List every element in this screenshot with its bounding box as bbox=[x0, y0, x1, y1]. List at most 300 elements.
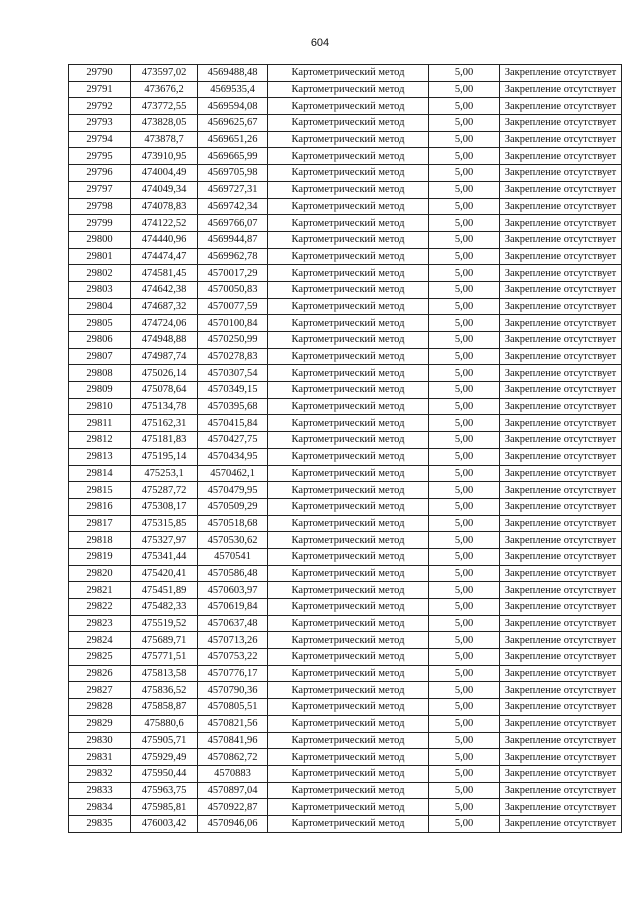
fixing-description-cell: Закрепление отсутствует bbox=[500, 215, 622, 232]
point-number-cell: 29811 bbox=[69, 415, 131, 432]
x-coordinate-cell: 475963,75 bbox=[131, 782, 198, 799]
x-coordinate-cell: 475950,44 bbox=[131, 765, 198, 782]
table-row bbox=[69, 365, 622, 382]
table-row bbox=[69, 649, 622, 666]
x-coordinate-cell: 474474,47 bbox=[131, 248, 198, 265]
y-coordinate-cell: 4569962,78 bbox=[198, 248, 268, 265]
x-coordinate-cell: 473878,7 bbox=[131, 131, 198, 148]
coordinates-table bbox=[68, 64, 622, 833]
point-number-cell: 29826 bbox=[69, 665, 131, 682]
fixing-description-cell: Закрепление отсутствует bbox=[500, 398, 622, 415]
y-coordinate-cell: 4570637,48 bbox=[198, 615, 268, 632]
point-number-cell: 29815 bbox=[69, 482, 131, 499]
fixing-description-cell: Закрепление отсутствует bbox=[500, 715, 622, 732]
x-coordinate-cell: 474078,83 bbox=[131, 198, 198, 215]
point-number-cell: 29801 bbox=[69, 248, 131, 265]
point-number-cell: 29835 bbox=[69, 815, 131, 832]
y-coordinate-cell: 4570862,72 bbox=[198, 749, 268, 766]
point-number-cell: 29825 bbox=[69, 649, 131, 666]
table-row bbox=[69, 599, 622, 616]
fixing-description-cell: Закрепление отсутствует bbox=[500, 482, 622, 499]
fixing-description-cell: Закрепление отсутствует bbox=[500, 632, 622, 649]
point-number-cell: 29797 bbox=[69, 181, 131, 198]
table-row bbox=[69, 65, 622, 82]
fixing-description-cell: Закрепление отсутствует bbox=[500, 415, 622, 432]
y-coordinate-cell: 4570077,59 bbox=[198, 298, 268, 315]
table-row bbox=[69, 632, 622, 649]
point-number-cell: 29824 bbox=[69, 632, 131, 649]
x-coordinate-cell: 475420,41 bbox=[131, 565, 198, 582]
method-cell: Картометрический метод bbox=[268, 265, 429, 282]
x-coordinate-cell: 475858,87 bbox=[131, 699, 198, 716]
x-coordinate-cell: 474049,34 bbox=[131, 181, 198, 198]
precision-cell: 5,00 bbox=[429, 148, 500, 165]
fixing-description-cell: Закрепление отсутствует bbox=[500, 699, 622, 716]
table-row bbox=[69, 815, 622, 832]
method-cell: Картометрический метод bbox=[268, 532, 429, 549]
point-number-cell: 29828 bbox=[69, 699, 131, 716]
point-number-cell: 29827 bbox=[69, 682, 131, 699]
precision-cell: 5,00 bbox=[429, 332, 500, 349]
method-cell: Картометрический метод bbox=[268, 632, 429, 649]
y-coordinate-cell: 4570050,83 bbox=[198, 281, 268, 298]
fixing-description-cell: Закрепление отсутствует bbox=[500, 565, 622, 582]
fixing-description-cell: Закрепление отсутствует bbox=[500, 265, 622, 282]
x-coordinate-cell: 474987,74 bbox=[131, 348, 198, 365]
x-coordinate-cell: 473828,05 bbox=[131, 115, 198, 132]
point-number-cell: 29817 bbox=[69, 515, 131, 532]
y-coordinate-cell: 4569727,31 bbox=[198, 181, 268, 198]
table-row bbox=[69, 248, 622, 265]
x-coordinate-cell: 475905,71 bbox=[131, 732, 198, 749]
precision-cell: 5,00 bbox=[429, 765, 500, 782]
precision-cell: 5,00 bbox=[429, 699, 500, 716]
precision-cell: 5,00 bbox=[429, 165, 500, 182]
point-number-cell: 29830 bbox=[69, 732, 131, 749]
method-cell: Картометрический метод bbox=[268, 515, 429, 532]
method-cell: Картометрический метод bbox=[268, 332, 429, 349]
precision-cell: 5,00 bbox=[429, 732, 500, 749]
precision-cell: 5,00 bbox=[429, 515, 500, 532]
method-cell: Картометрический метод bbox=[268, 432, 429, 449]
fixing-description-cell: Закрепление отсутствует bbox=[500, 281, 622, 298]
x-coordinate-cell: 475341,44 bbox=[131, 548, 198, 565]
precision-cell: 5,00 bbox=[429, 231, 500, 248]
point-number-cell: 29823 bbox=[69, 615, 131, 632]
fixing-description-cell: Закрепление отсутствует bbox=[500, 98, 622, 115]
y-coordinate-cell: 4569651,26 bbox=[198, 131, 268, 148]
method-cell: Картометрический метод bbox=[268, 715, 429, 732]
fixing-description-cell: Закрепление отсутствует bbox=[500, 131, 622, 148]
method-cell: Картометрический метод bbox=[268, 615, 429, 632]
y-coordinate-cell: 4570603,97 bbox=[198, 582, 268, 599]
precision-cell: 5,00 bbox=[429, 548, 500, 565]
x-coordinate-cell: 475771,51 bbox=[131, 649, 198, 666]
table-row bbox=[69, 198, 622, 215]
table-row bbox=[69, 582, 622, 599]
method-cell: Картометрический метод bbox=[268, 65, 429, 82]
table-row bbox=[69, 81, 622, 98]
method-cell: Картометрический метод bbox=[268, 682, 429, 699]
table-row bbox=[69, 115, 622, 132]
precision-cell: 5,00 bbox=[429, 682, 500, 699]
fixing-description-cell: Закрепление отсутствует bbox=[500, 665, 622, 682]
table-row bbox=[69, 532, 622, 549]
table-body bbox=[69, 65, 622, 833]
method-cell: Картометрический метод bbox=[268, 482, 429, 499]
table-row bbox=[69, 165, 622, 182]
x-coordinate-cell: 475134,78 bbox=[131, 398, 198, 415]
y-coordinate-cell: 4570946,06 bbox=[198, 815, 268, 832]
table-row bbox=[69, 215, 622, 232]
method-cell: Картометрический метод bbox=[268, 649, 429, 666]
point-number-cell: 29821 bbox=[69, 582, 131, 599]
table-row bbox=[69, 465, 622, 482]
method-cell: Картометрический метод bbox=[268, 448, 429, 465]
table-row bbox=[69, 265, 622, 282]
y-coordinate-cell: 4570541 bbox=[198, 548, 268, 565]
precision-cell: 5,00 bbox=[429, 115, 500, 132]
table-row bbox=[69, 131, 622, 148]
table-row bbox=[69, 298, 622, 315]
point-number-cell: 29808 bbox=[69, 365, 131, 382]
table-row bbox=[69, 482, 622, 499]
fixing-description-cell: Закрепление отсутствует bbox=[500, 815, 622, 832]
point-number-cell: 29806 bbox=[69, 332, 131, 349]
method-cell: Картометрический метод bbox=[268, 298, 429, 315]
fixing-description-cell: Закрепление отсутствует bbox=[500, 181, 622, 198]
point-number-cell: 29807 bbox=[69, 348, 131, 365]
y-coordinate-cell: 4569665,99 bbox=[198, 148, 268, 165]
method-cell: Картометрический метод bbox=[268, 815, 429, 832]
fixing-description-cell: Закрепление отсутствует bbox=[500, 231, 622, 248]
precision-cell: 5,00 bbox=[429, 265, 500, 282]
y-coordinate-cell: 4570883 bbox=[198, 765, 268, 782]
x-coordinate-cell: 473772,55 bbox=[131, 98, 198, 115]
y-coordinate-cell: 4570841,96 bbox=[198, 732, 268, 749]
y-coordinate-cell: 4570278,83 bbox=[198, 348, 268, 365]
y-coordinate-cell: 4570805,51 bbox=[198, 699, 268, 716]
method-cell: Картометрический метод bbox=[268, 115, 429, 132]
method-cell: Картометрический метод bbox=[268, 799, 429, 816]
fixing-description-cell: Закрепление отсутствует bbox=[500, 782, 622, 799]
point-number-cell: 29802 bbox=[69, 265, 131, 282]
table-row bbox=[69, 382, 622, 399]
y-coordinate-cell: 4569766,07 bbox=[198, 215, 268, 232]
y-coordinate-cell: 4570530,62 bbox=[198, 532, 268, 549]
point-number-cell: 29834 bbox=[69, 799, 131, 816]
precision-cell: 5,00 bbox=[429, 315, 500, 332]
x-coordinate-cell: 475482,33 bbox=[131, 599, 198, 616]
fixing-description-cell: Закрепление отсутствует bbox=[500, 115, 622, 132]
method-cell: Картометрический метод bbox=[268, 148, 429, 165]
point-number-cell: 29810 bbox=[69, 398, 131, 415]
x-coordinate-cell: 475929,49 bbox=[131, 749, 198, 766]
table-row bbox=[69, 348, 622, 365]
point-number-cell: 29822 bbox=[69, 599, 131, 616]
point-number-cell: 29831 bbox=[69, 749, 131, 766]
method-cell: Картометрический метод bbox=[268, 699, 429, 716]
point-number-cell: 29832 bbox=[69, 765, 131, 782]
x-coordinate-cell: 475836,52 bbox=[131, 682, 198, 699]
fixing-description-cell: Закрепление отсутствует bbox=[500, 532, 622, 549]
fixing-description-cell: Закрепление отсутствует bbox=[500, 298, 622, 315]
method-cell: Картометрический метод bbox=[268, 215, 429, 232]
y-coordinate-cell: 4570349,15 bbox=[198, 382, 268, 399]
point-number-cell: 29833 bbox=[69, 782, 131, 799]
point-number-cell: 29813 bbox=[69, 448, 131, 465]
point-number-cell: 29791 bbox=[69, 81, 131, 98]
fixing-description-cell: Закрепление отсутствует bbox=[500, 649, 622, 666]
table-row bbox=[69, 615, 622, 632]
method-cell: Картометрический метод bbox=[268, 582, 429, 599]
table-row bbox=[69, 398, 622, 415]
precision-cell: 5,00 bbox=[429, 649, 500, 666]
x-coordinate-cell: 474642,38 bbox=[131, 281, 198, 298]
y-coordinate-cell: 4569594,08 bbox=[198, 98, 268, 115]
precision-cell: 5,00 bbox=[429, 415, 500, 432]
point-number-cell: 29809 bbox=[69, 382, 131, 399]
table-row bbox=[69, 715, 622, 732]
y-coordinate-cell: 4570821,56 bbox=[198, 715, 268, 732]
table-row bbox=[69, 782, 622, 799]
precision-cell: 5,00 bbox=[429, 281, 500, 298]
y-coordinate-cell: 4570017,29 bbox=[198, 265, 268, 282]
x-coordinate-cell: 473597,02 bbox=[131, 65, 198, 82]
method-cell: Картометрический метод bbox=[268, 315, 429, 332]
page-number: 604 bbox=[310, 37, 330, 49]
y-coordinate-cell: 4570434,95 bbox=[198, 448, 268, 465]
method-cell: Картометрический метод bbox=[268, 181, 429, 198]
x-coordinate-cell: 475315,85 bbox=[131, 515, 198, 532]
precision-cell: 5,00 bbox=[429, 298, 500, 315]
x-coordinate-cell: 476003,42 bbox=[131, 815, 198, 832]
precision-cell: 5,00 bbox=[429, 799, 500, 816]
y-coordinate-cell: 4569488,48 bbox=[198, 65, 268, 82]
x-coordinate-cell: 475078,64 bbox=[131, 382, 198, 399]
point-number-cell: 29793 bbox=[69, 115, 131, 132]
y-coordinate-cell: 4570897,04 bbox=[198, 782, 268, 799]
table-row bbox=[69, 315, 622, 332]
y-coordinate-cell: 4570479,95 bbox=[198, 482, 268, 499]
fixing-description-cell: Закрепление отсутствует bbox=[500, 81, 622, 98]
method-cell: Картометрический метод bbox=[268, 665, 429, 682]
x-coordinate-cell: 475308,17 bbox=[131, 498, 198, 515]
method-cell: Картометрический метод bbox=[268, 565, 429, 582]
fixing-description-cell: Закрепление отсутствует bbox=[500, 65, 622, 82]
precision-cell: 5,00 bbox=[429, 398, 500, 415]
point-number-cell: 29796 bbox=[69, 165, 131, 182]
method-cell: Картометрический метод bbox=[268, 498, 429, 515]
fixing-description-cell: Закрепление отсутствует bbox=[500, 599, 622, 616]
x-coordinate-cell: 474004,49 bbox=[131, 165, 198, 182]
fixing-description-cell: Закрепление отсутствует bbox=[500, 465, 622, 482]
y-coordinate-cell: 4570250,99 bbox=[198, 332, 268, 349]
table-row bbox=[69, 565, 622, 582]
y-coordinate-cell: 4570509,29 bbox=[198, 498, 268, 515]
x-coordinate-cell: 475026,14 bbox=[131, 365, 198, 382]
fixing-description-cell: Закрепление отсутствует bbox=[500, 448, 622, 465]
method-cell: Картометрический метод bbox=[268, 248, 429, 265]
fixing-description-cell: Закрепление отсутствует bbox=[500, 248, 622, 265]
x-coordinate-cell: 473910,95 bbox=[131, 148, 198, 165]
point-number-cell: 29820 bbox=[69, 565, 131, 582]
precision-cell: 5,00 bbox=[429, 181, 500, 198]
table-row bbox=[69, 699, 622, 716]
point-number-cell: 29803 bbox=[69, 281, 131, 298]
table-row bbox=[69, 682, 622, 699]
table-row bbox=[69, 515, 622, 532]
table-row bbox=[69, 665, 622, 682]
x-coordinate-cell: 475880,6 bbox=[131, 715, 198, 732]
x-coordinate-cell: 474687,32 bbox=[131, 298, 198, 315]
point-number-cell: 29800 bbox=[69, 231, 131, 248]
y-coordinate-cell: 4570462,1 bbox=[198, 465, 268, 482]
table-row bbox=[69, 148, 622, 165]
y-coordinate-cell: 4570395,68 bbox=[198, 398, 268, 415]
fixing-description-cell: Закрепление отсутствует bbox=[500, 799, 622, 816]
table-row bbox=[69, 231, 622, 248]
y-coordinate-cell: 4570427,75 bbox=[198, 432, 268, 449]
method-cell: Картометрический метод bbox=[268, 348, 429, 365]
point-number-cell: 29798 bbox=[69, 198, 131, 215]
fixing-description-cell: Закрепление отсутствует bbox=[500, 382, 622, 399]
point-number-cell: 29812 bbox=[69, 432, 131, 449]
precision-cell: 5,00 bbox=[429, 81, 500, 98]
fixing-description-cell: Закрепление отсутствует bbox=[500, 515, 622, 532]
method-cell: Картометрический метод bbox=[268, 599, 429, 616]
fixing-description-cell: Закрепление отсутствует bbox=[500, 582, 622, 599]
method-cell: Картометрический метод bbox=[268, 548, 429, 565]
y-coordinate-cell: 4570619,84 bbox=[198, 599, 268, 616]
method-cell: Картометрический метод bbox=[268, 415, 429, 432]
method-cell: Картометрический метод bbox=[268, 98, 429, 115]
table-row bbox=[69, 281, 622, 298]
precision-cell: 5,00 bbox=[429, 465, 500, 482]
x-coordinate-cell: 474440,96 bbox=[131, 231, 198, 248]
table-row bbox=[69, 98, 622, 115]
point-number-cell: 29829 bbox=[69, 715, 131, 732]
table-row bbox=[69, 332, 622, 349]
method-cell: Картометрический метод bbox=[268, 165, 429, 182]
precision-cell: 5,00 bbox=[429, 382, 500, 399]
y-coordinate-cell: 4569625,67 bbox=[198, 115, 268, 132]
y-coordinate-cell: 4570790,36 bbox=[198, 682, 268, 699]
table-row bbox=[69, 765, 622, 782]
x-coordinate-cell: 475519,52 bbox=[131, 615, 198, 632]
precision-cell: 5,00 bbox=[429, 782, 500, 799]
fixing-description-cell: Закрепление отсутствует bbox=[500, 198, 622, 215]
fixing-description-cell: Закрепление отсутствует bbox=[500, 165, 622, 182]
method-cell: Картометрический метод bbox=[268, 732, 429, 749]
x-coordinate-cell: 475451,89 bbox=[131, 582, 198, 599]
point-number-cell: 29805 bbox=[69, 315, 131, 332]
y-coordinate-cell: 4570776,17 bbox=[198, 665, 268, 682]
table-row bbox=[69, 749, 622, 766]
y-coordinate-cell: 4570713,26 bbox=[198, 632, 268, 649]
y-coordinate-cell: 4570586,48 bbox=[198, 565, 268, 582]
precision-cell: 5,00 bbox=[429, 348, 500, 365]
x-coordinate-cell: 474122,52 bbox=[131, 215, 198, 232]
table-row bbox=[69, 799, 622, 816]
fixing-description-cell: Закрепление отсутствует bbox=[500, 148, 622, 165]
point-number-cell: 29795 bbox=[69, 148, 131, 165]
precision-cell: 5,00 bbox=[429, 632, 500, 649]
x-coordinate-cell: 475985,81 bbox=[131, 799, 198, 816]
method-cell: Картометрический метод bbox=[268, 365, 429, 382]
precision-cell: 5,00 bbox=[429, 198, 500, 215]
y-coordinate-cell: 4569705,98 bbox=[198, 165, 268, 182]
method-cell: Картометрический метод bbox=[268, 382, 429, 399]
fixing-description-cell: Закрепление отсутствует bbox=[500, 332, 622, 349]
point-number-cell: 29790 bbox=[69, 65, 131, 82]
precision-cell: 5,00 bbox=[429, 248, 500, 265]
point-number-cell: 29799 bbox=[69, 215, 131, 232]
precision-cell: 5,00 bbox=[429, 532, 500, 549]
fixing-description-cell: Закрепление отсутствует bbox=[500, 765, 622, 782]
y-coordinate-cell: 4570922,87 bbox=[198, 799, 268, 816]
precision-cell: 5,00 bbox=[429, 715, 500, 732]
table-row bbox=[69, 415, 622, 432]
y-coordinate-cell: 4570415,84 bbox=[198, 415, 268, 432]
table-row bbox=[69, 498, 622, 515]
method-cell: Картометрический метод bbox=[268, 231, 429, 248]
precision-cell: 5,00 bbox=[429, 582, 500, 599]
y-coordinate-cell: 4570753,22 bbox=[198, 649, 268, 666]
x-coordinate-cell: 473676,2 bbox=[131, 81, 198, 98]
precision-cell: 5,00 bbox=[429, 482, 500, 499]
y-coordinate-cell: 4570100,84 bbox=[198, 315, 268, 332]
fixing-description-cell: Закрепление отсутствует bbox=[500, 732, 622, 749]
precision-cell: 5,00 bbox=[429, 665, 500, 682]
method-cell: Картометрический метод bbox=[268, 398, 429, 415]
precision-cell: 5,00 bbox=[429, 215, 500, 232]
y-coordinate-cell: 4570307,54 bbox=[198, 365, 268, 382]
method-cell: Картометрический метод bbox=[268, 765, 429, 782]
x-coordinate-cell: 475181,83 bbox=[131, 432, 198, 449]
fixing-description-cell: Закрепление отсутствует bbox=[500, 315, 622, 332]
fixing-description-cell: Закрепление отсутствует bbox=[500, 749, 622, 766]
x-coordinate-cell: 474724,06 bbox=[131, 315, 198, 332]
point-number-cell: 29816 bbox=[69, 498, 131, 515]
precision-cell: 5,00 bbox=[429, 131, 500, 148]
precision-cell: 5,00 bbox=[429, 498, 500, 515]
y-coordinate-cell: 4570518,68 bbox=[198, 515, 268, 532]
precision-cell: 5,00 bbox=[429, 749, 500, 766]
method-cell: Картометрический метод bbox=[268, 131, 429, 148]
point-number-cell: 29804 bbox=[69, 298, 131, 315]
y-coordinate-cell: 4569944,87 bbox=[198, 231, 268, 248]
method-cell: Картометрический метод bbox=[268, 782, 429, 799]
x-coordinate-cell: 475327,97 bbox=[131, 532, 198, 549]
x-coordinate-cell: 475195,14 bbox=[131, 448, 198, 465]
y-coordinate-cell: 4569742,34 bbox=[198, 198, 268, 215]
precision-cell: 5,00 bbox=[429, 565, 500, 582]
method-cell: Картометрический метод bbox=[268, 198, 429, 215]
precision-cell: 5,00 bbox=[429, 432, 500, 449]
point-number-cell: 29819 bbox=[69, 548, 131, 565]
table-row bbox=[69, 732, 622, 749]
fixing-description-cell: Закрепление отсутствует bbox=[500, 432, 622, 449]
x-coordinate-cell: 475162,31 bbox=[131, 415, 198, 432]
precision-cell: 5,00 bbox=[429, 98, 500, 115]
point-number-cell: 29792 bbox=[69, 98, 131, 115]
method-cell: Картометрический метод bbox=[268, 281, 429, 298]
table-row bbox=[69, 448, 622, 465]
point-number-cell: 29794 bbox=[69, 131, 131, 148]
y-coordinate-cell: 4569535,4 bbox=[198, 81, 268, 98]
precision-cell: 5,00 bbox=[429, 815, 500, 832]
